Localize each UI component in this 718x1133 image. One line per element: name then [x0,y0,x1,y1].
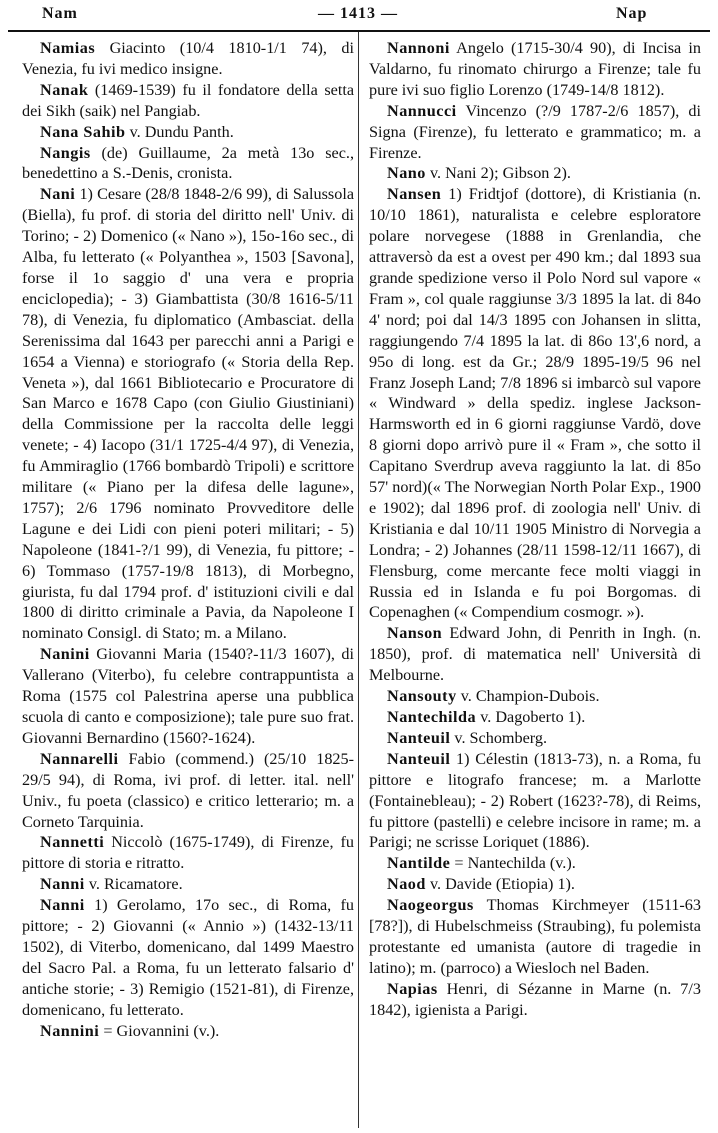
dictionary-entry [22,184,354,644]
entry-text: 1) Fridtjof (dottore), di Kristiania (n. 10/10 1861), naturalista e celebre esploratore polare norvegese (1888 in Grenlandia, che attraversò da est a ovest per 490 km.; dal 1893 sua grande spedizione verso il Polo Nord sul vapore « Fram », col quale raggiunse 3/3 1895 la lat. di 84o 4' nord; poi dal 14/3 1895 con Johansen in slitta, raggiungendo 7/4 1895 la lat. di 86o 13',6 nord, a 95o di long. est da Gr.; 28/9 1895-19/5 96 nel Franz Joseph Land; 7/8 1896 si imbarcò sul vapore « Windward » della spediz. inglese Jackson-Harmsworth ed in 6 giorni raggiunse Vardö, dove 8 giorni dopo arrivò pure il « Fram », che sotto il Capitano Sverdrup aveva raggiunto la lat. di 85o 57' nord)(« The Norwegian North Polar Exp., 1900 e 1902); dal 1896 prof. di zoologia nell' Univ. di Kristiania e dal 10/11 1905 Ministro di Norvegia a Londra; - 2) Johannes (28/11 1598-12/11 1667), di Flensburg, come mercante fece molti viaggi in Russia ed in Islanda e fu poi Borgomas. di Copenaghen (« Compendium cosmogr. »). [369,185,701,622]
entry-text: v. Dundu Panth. [125,122,234,141]
entry-headword: Nana Sahib [40,122,126,141]
entry-headword: Nanni [40,875,85,894]
entry-text: Giovanni Maria (1540?-11/3 1607), di Vallerano (Viterbo), fu celebre contrappuntista a Roma (1575 col Palestrina aperse una pubblica scuola di canto e composizione); tale pure suo frat. Giovanni Bernardino (1560?-1624). [22,645,354,747]
entry-headword: Nannarelli [40,749,119,768]
running-header [0,0,718,24]
dictionary-entry [369,686,701,707]
column-divider [358,32,359,1128]
entry-headword: Nanak [40,80,89,99]
entry-text: 1) Gerolamo, 17o sec., di Roma, fu pittore; - 2) Giovanni (« Annio ») (1432-13/11 1502), di Viterbo, domenicano, dal 1499 Maestro del Sacro Pal. a Roma, fu un letterato falsario d' antiche storie; - 3) Remigio (1521-81), di Firenze, domenicano, fu letterato. [22,896,354,1019]
dictionary-entry [369,38,701,101]
entry-text: Edward John, di Penrith in Ingh. (n. 1850), prof. di matematica nell' Università di Melbourne. [369,624,701,685]
dictionary-entry [369,707,701,728]
entry-text: = Nantechilda (v.). [450,854,576,873]
entry-headword: Nannoni [387,39,450,57]
header-rule [8,30,710,32]
dictionary-entry [22,749,354,833]
entry-text: v. Dagoberto 1). [476,708,586,726]
entry-text: Niccolò (1675-1749), di Firenze, fu pittore di storia e ritratto. [22,833,354,873]
entry-text: Giacinto (10/4 1810-1/1 74), di Venezia, fu ivi medico insigne. [22,39,354,78]
entry-headword: Nanni [40,896,85,915]
entry-text: v. Schomberg. [450,728,548,747]
entry-headword: Nanson [387,624,443,643]
dictionary-entry [369,184,701,623]
entry-headword: Napias [387,979,438,998]
entry-text: (1469-1539) fu il fondatore della setta dei Sikh (saik) nel Pangiab. [22,80,354,120]
entry-headword: Nansouty [387,687,457,706]
dictionary-entry [369,895,701,979]
entry-headword: Nantechilda [387,708,477,726]
dictionary-entry [22,644,354,749]
dictionary-entry [369,749,701,854]
dictionary-entry [369,101,701,164]
entry-text: Fabio (commend.) (25/10 1825-29/5 94), di Roma, ivi prof. di letter. ital. nell' Univ., fu poeta (classico) e critico letterario; m. a Corneto Tarquinia. [22,749,354,831]
dictionary-entry [22,832,354,874]
dictionary-entry [22,80,354,122]
entry-text: Angelo (1715-30/4 90), di Incisa in Valdarno, fu rinomato chirurgo a Firenze; tale fu pure ivi suo figlio Lorenzo (1749-14/8 1812). [369,39,701,99]
dictionary-entry [369,853,701,874]
entry-headword: Nangis [40,143,91,162]
entry-headword: Nano [387,164,426,183]
entry-headword: Nannetti [40,833,105,852]
entry-text: 1) Cesare (28/8 1848-2/6 99), di Salussola (Biella), fu prof. di storia del diritto nell' Univ. di Torino; - 2) Domenico (« Nano »), 15o-16o sec., di Alba, fu letterato (« Polyanthea », 1503 [Savona], forse il 1o saggio d' una vera e propria enciclopedia); - 3) Giambattista (30/8 1616-5/11 78), di Venezia, fu diplomatico (Ambasciat. della Serenissima dal 1643 per parecchi anni a Parigi e 1654 a Vienna) e storiografo (« Storia della Rep. Veneta »), dal 1661 Bibliotecario e Procuratore di San Marco e 1678 Capo (con Giulio Giustiniani) della Commissione per la raccolta delle leggi venete; - 4) Iacopo (31/1 1725-4/4 97), di Venezia, fu Ammiraglio (1766 bombardò Tripoli) e scrittore militare (« Piano per la difesa delle lagune», 1757); 2/6 1796 nominato Provveditore delle Lagune e dei Lidi con pieni poteri militari; - 5) Napoleone (1841-?/1 99), di Venezia, fu pittore; - 6) Tommaso (1757-19/8 1813), di Morbegno, giurista, fu dal 1794 prof. d' istituzioni civili e dal 1800 di diritto criminale a Pavia, da Napoleone I nominato Consigl. di Stato; m. a Milano. [22,185,354,643]
right-column [369,38,701,1021]
entry-text: v. Champion-Dubois. [456,687,600,706]
entry-headword: Naod [387,875,426,894]
header-right-guideword: Nap [616,5,648,22]
dictionary-entry [22,122,354,143]
page-number: — 1413 — [318,5,398,22]
entry-text: (de) Guillaume, 2a metà 13o sec., benedettino a S.-Denis, cronista. [22,143,354,183]
entry-headword: Nansen [387,185,442,204]
dictionary-entry [22,143,354,185]
dictionary-entry [369,728,701,749]
entry-text: v. Ricamatore. [84,875,183,894]
entry-headword: Nantilde [387,854,451,873]
entry-headword: Nanteuil [387,728,451,747]
entry-text: 1) Célestin (1813-73), n. a Roma, fu pittore e litografo francese; m. a Marlotte (Fontainebleau); - 2) Robert (1623?-78), di Reims, fu pittore (pastelli) e celebre incisore in rame; m. a Parigi; ne scrisse Loriquet (1886). [369,749,701,852]
entry-text: v. Nani 2); Gibson 2). [425,164,571,183]
entry-headword: Naogeorgus [387,896,474,915]
dictionary-entry [369,163,701,184]
dictionary-entry [369,979,701,1021]
entry-headword: Nannucci [387,101,457,120]
dictionary-entry [22,1021,354,1042]
entry-headword: Namias [40,39,96,57]
dictionary-entry [22,38,354,80]
dictionary-entry [22,874,354,895]
entry-headword: Nanteuil [387,749,451,768]
entry-headword: Nani [40,185,76,204]
entry-headword: Nanini [40,645,90,664]
left-column [22,38,354,1042]
entry-text: v. Davide (Etiopia) 1). [425,875,575,894]
dictionary-entry [22,895,354,1020]
entry-text: Vincenzo (?/9 1787-2/6 1857), di Signa (Firenze), fu letterato e grammatico; m. a Firenze. [369,101,701,162]
dictionary-entry [369,874,701,895]
entry-text: Henri, di Sézanne in Marne (n. 7/3 1842), igienista a Parigi. [369,979,701,1019]
entry-text: Thomas Kirchmeyer (1511-63 [78?]), di Hubelschmeiss (Straubing), fu polemista protestante ed umanista (autore di tragedie in latino); m. (parroco) a Wiesloch nel Baden. [369,896,701,977]
header-left-guideword: Nam [42,5,78,22]
dictionary-entry [369,623,701,686]
entry-headword: Nannini [40,1021,100,1040]
entry-text: = Giovannini (v.). [99,1021,220,1040]
